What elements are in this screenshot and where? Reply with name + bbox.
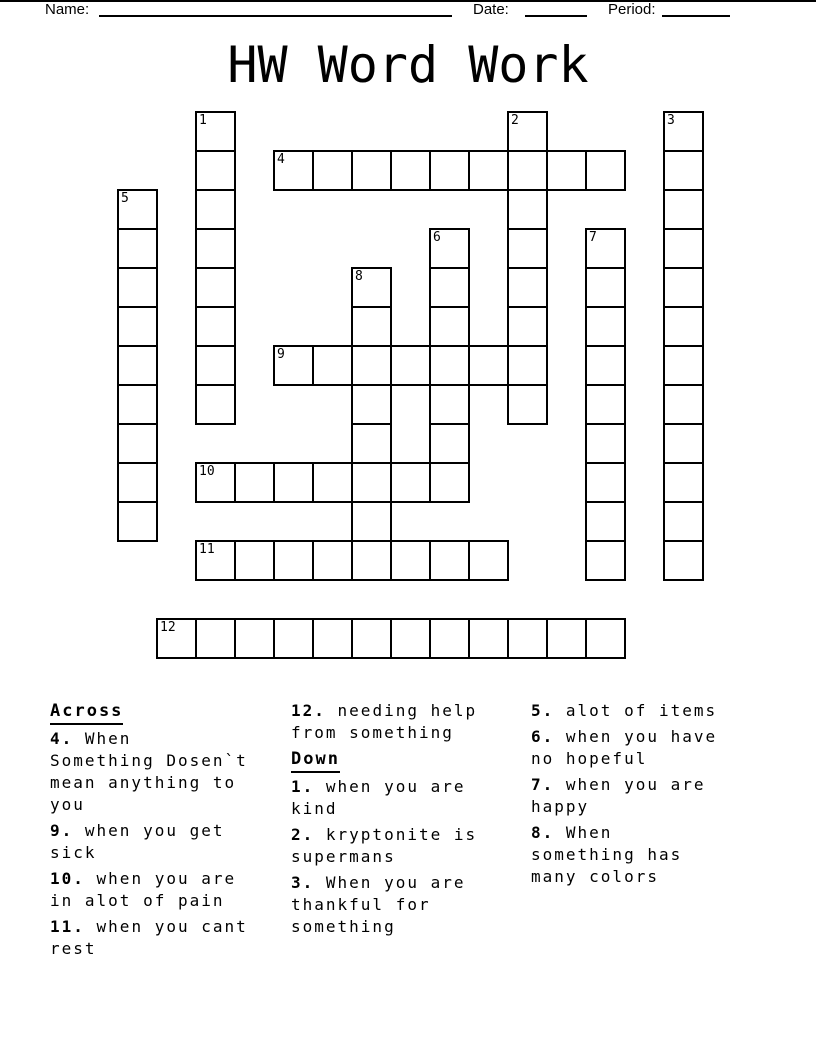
grid-cell[interactable]	[585, 540, 626, 581]
grid-cell[interactable]	[507, 306, 548, 347]
page-title: HW Word Work	[227, 36, 589, 94]
grid-cell-number: 4	[277, 152, 285, 167]
grid-cell[interactable]	[585, 267, 626, 308]
clue-item	[531, 726, 756, 770]
period-label: Period:	[608, 1, 656, 18]
grid-cell[interactable]	[351, 462, 392, 503]
grid-cell[interactable]	[195, 618, 236, 659]
grid-cell[interactable]	[117, 267, 158, 308]
grid-cell[interactable]	[663, 462, 704, 503]
grid-cell[interactable]	[273, 462, 314, 503]
grid-cell[interactable]	[195, 540, 236, 581]
grid-cell[interactable]	[390, 540, 431, 581]
grid-cell-number: 12	[160, 620, 176, 635]
grid-cell[interactable]	[117, 189, 158, 230]
grid-cell[interactable]	[546, 150, 587, 191]
grid-cell[interactable]	[663, 345, 704, 386]
grid-cell[interactable]	[585, 228, 626, 269]
clue-line: 4. When	[50, 729, 132, 748]
grid-cell[interactable]	[663, 501, 704, 542]
grid-cell[interactable]	[312, 618, 353, 659]
grid-cell[interactable]	[507, 228, 548, 269]
grid-cell[interactable]	[507, 384, 548, 425]
grid-cell[interactable]	[663, 267, 704, 308]
grid-cell[interactable]	[507, 618, 548, 659]
grid-cell[interactable]	[663, 306, 704, 347]
grid-cell[interactable]	[234, 618, 275, 659]
grid-cell[interactable]	[663, 150, 704, 191]
grid-cell[interactable]	[351, 501, 392, 542]
clue-item	[291, 824, 526, 868]
grid-cell[interactable]	[663, 540, 704, 581]
grid-cell[interactable]	[351, 618, 392, 659]
grid-cell[interactable]	[117, 228, 158, 269]
crossword-grid	[117, 111, 704, 659]
clue-number: 9.	[50, 821, 74, 840]
grid-cell[interactable]	[468, 345, 509, 386]
clue-list-heading	[50, 700, 288, 725]
clue-number: 7.	[531, 775, 555, 794]
grid-cell[interactable]	[507, 111, 548, 152]
clue-item	[291, 700, 526, 744]
grid-cell[interactable]	[585, 345, 626, 386]
grid-cell[interactable]	[390, 345, 431, 386]
grid-cell[interactable]	[312, 150, 353, 191]
clue-line: no hopeful	[531, 749, 648, 768]
clue-number: 5.	[531, 701, 555, 720]
grid-cell[interactable]	[195, 228, 236, 269]
grid-cell[interactable]	[117, 384, 158, 425]
grid-cell[interactable]	[273, 150, 314, 191]
grid-cell[interactable]	[195, 345, 236, 386]
clue-line: you	[50, 795, 85, 814]
clue-line: thankful for	[291, 895, 431, 914]
grid-cell[interactable]	[351, 267, 392, 308]
grid-cell-number: 2	[511, 113, 519, 128]
grid-cell[interactable]	[234, 462, 275, 503]
name-blank-line[interactable]	[99, 2, 452, 17]
grid-cell[interactable]	[312, 540, 353, 581]
grid-cell[interactable]	[156, 618, 197, 659]
clue-number: 12.	[291, 701, 326, 720]
clue-line: happy	[531, 797, 590, 816]
grid-cell[interactable]	[585, 618, 626, 659]
clue-number: 3.	[291, 873, 315, 892]
grid-cell[interactable]	[351, 306, 392, 347]
grid-cell[interactable]	[195, 189, 236, 230]
clue-line: 2. kryptonite is	[291, 825, 478, 844]
grid-cell[interactable]	[195, 462, 236, 503]
grid-cell[interactable]	[312, 462, 353, 503]
grid-cell[interactable]	[663, 228, 704, 269]
clue-number: 6.	[531, 727, 555, 746]
grid-cell[interactable]	[234, 540, 275, 581]
grid-cell[interactable]	[273, 540, 314, 581]
grid-cell[interactable]	[429, 345, 470, 386]
grid-cell[interactable]	[117, 423, 158, 464]
grid-cell[interactable]	[390, 462, 431, 503]
clue-line: many colors	[531, 867, 659, 886]
clue-line: 5. alot of items	[531, 701, 718, 720]
clue-list-heading-text: Down	[291, 748, 340, 773]
grid-cell[interactable]	[429, 228, 470, 269]
date-label: Date:	[473, 1, 509, 18]
grid-cell[interactable]	[429, 540, 470, 581]
clue-line: mean anything to	[50, 773, 237, 792]
clue-line: 9. when you get	[50, 821, 225, 840]
grid-cell[interactable]	[273, 618, 314, 659]
grid-cell[interactable]	[117, 345, 158, 386]
grid-cell[interactable]	[351, 345, 392, 386]
grid-cell[interactable]	[195, 111, 236, 152]
grid-cell[interactable]	[117, 501, 158, 542]
clue-list-heading-text: Across	[50, 700, 123, 725]
grid-cell-number: 3	[667, 113, 675, 128]
grid-cell-number: 5	[121, 191, 129, 206]
clue-line: sick	[50, 843, 97, 862]
grid-cell[interactable]	[585, 462, 626, 503]
clue-item	[50, 916, 288, 960]
grid-cell[interactable]	[585, 501, 626, 542]
grid-cell[interactable]	[468, 540, 509, 581]
clue-line: 12. needing help	[291, 701, 478, 720]
clue-line: 7. when you are	[531, 775, 706, 794]
grid-cell-number: 1	[199, 113, 207, 128]
grid-cell[interactable]	[585, 384, 626, 425]
grid-cell[interactable]	[468, 618, 509, 659]
clue-line: 6. when you have	[531, 727, 718, 746]
clue-line: 3. When you are	[291, 873, 466, 892]
grid-cell[interactable]	[351, 150, 392, 191]
grid-cell[interactable]	[195, 150, 236, 191]
grid-cell[interactable]	[429, 306, 470, 347]
grid-cell[interactable]	[390, 150, 431, 191]
clue-line: 11. when you cant	[50, 917, 248, 936]
clue-line: something	[291, 917, 396, 936]
clue-number: 8.	[531, 823, 555, 842]
clue-column-1	[50, 700, 288, 964]
grid-cell[interactable]	[429, 267, 470, 308]
grid-cell[interactable]	[390, 618, 431, 659]
clue-item	[291, 776, 526, 820]
clue-list-heading	[291, 748, 526, 773]
grid-cell[interactable]	[351, 423, 392, 464]
grid-cell-number: 6	[433, 230, 441, 245]
grid-cell-number: 7	[589, 230, 597, 245]
grid-cell-number: 8	[355, 269, 363, 284]
grid-cell-number: 9	[277, 347, 285, 362]
clue-line: from something	[291, 723, 454, 742]
grid-cell[interactable]	[585, 150, 626, 191]
grid-cell[interactable]	[312, 345, 353, 386]
date-blank-line[interactable]	[525, 2, 587, 17]
clue-number: 11.	[50, 917, 85, 936]
clue-line: something has	[531, 845, 683, 864]
grid-cell[interactable]	[351, 540, 392, 581]
grid-cell[interactable]	[429, 462, 470, 503]
grid-cell[interactable]	[273, 345, 314, 386]
grid-cell[interactable]	[663, 423, 704, 464]
grid-cell[interactable]	[663, 384, 704, 425]
clue-number: 4.	[50, 729, 74, 748]
grid-cell[interactable]	[507, 267, 548, 308]
grid-cell[interactable]	[117, 306, 158, 347]
clue-line: 1. when you are	[291, 777, 466, 796]
grid-cell[interactable]	[585, 423, 626, 464]
grid-cell[interactable]	[663, 111, 704, 152]
grid-cell[interactable]	[195, 384, 236, 425]
clue-line: kind	[291, 799, 338, 818]
grid-cell[interactable]	[585, 306, 626, 347]
grid-cell[interactable]	[429, 618, 470, 659]
clue-item	[50, 868, 288, 912]
grid-cell[interactable]	[507, 189, 548, 230]
grid-cell[interactable]	[429, 150, 470, 191]
clue-number: 10.	[50, 869, 85, 888]
clue-line: Something Dosen`t	[50, 751, 248, 770]
name-label: Name:	[45, 1, 90, 18]
clue-line: rest	[50, 939, 97, 958]
clue-line: in alot of pain	[50, 891, 225, 910]
clue-line: supermans	[291, 847, 396, 866]
grid-cell-number: 11	[199, 542, 215, 557]
clue-item	[531, 822, 756, 888]
grid-cell[interactable]	[429, 423, 470, 464]
grid-cell[interactable]	[546, 618, 587, 659]
clue-item	[50, 728, 288, 816]
clue-line: 8. When	[531, 823, 613, 842]
grid-cell[interactable]	[468, 150, 509, 191]
grid-cell[interactable]	[507, 345, 548, 386]
grid-cell[interactable]	[507, 150, 548, 191]
clue-item	[50, 820, 288, 864]
grid-cell[interactable]	[429, 384, 470, 425]
clue-number: 1.	[291, 777, 315, 796]
clue-item	[531, 774, 756, 818]
clue-item	[291, 872, 526, 938]
period-blank-line[interactable]	[662, 2, 730, 17]
grid-cell[interactable]	[117, 462, 158, 503]
grid-cell[interactable]	[195, 306, 236, 347]
grid-cell[interactable]	[351, 384, 392, 425]
grid-cell[interactable]	[663, 189, 704, 230]
clue-line: 10. when you are	[50, 869, 237, 888]
clue-column-3	[531, 700, 756, 892]
grid-cell[interactable]	[195, 267, 236, 308]
clue-item	[531, 700, 756, 722]
clue-column-2	[291, 700, 526, 942]
clue-number: 2.	[291, 825, 315, 844]
grid-cell-number: 10	[199, 464, 215, 479]
